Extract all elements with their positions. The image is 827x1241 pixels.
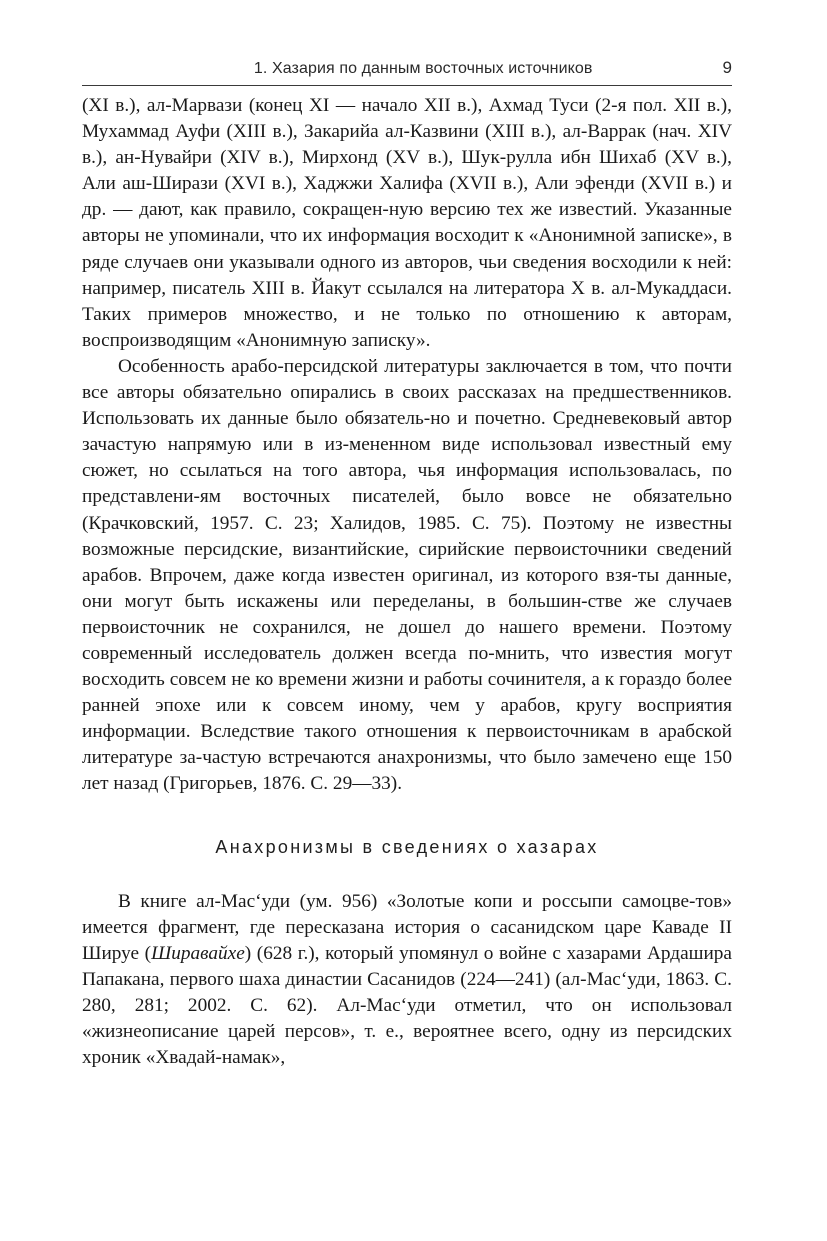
page-number: 9 (722, 58, 732, 77)
book-page (82, 58, 732, 1071)
paragraph-continued: (XI в.), ал-Марвази (конец XI — начало XII в.), Ахмад Туси (2-я пол. XII в.), Мухаммад Ауфи (XIII в.), Закарийа ал-Казвини (XIII в.), ал-Варрак (нач. XIV в.), ан-Нувайри (XIV в.), Мирхонд (XV в.), Шук-рулла ибн Шихаб (XV в.), Али аш-Ширази (XVI в.), Хаджжи Халифа (XVII в.), Али эфенди (XVII в.) и др. — дают, как правило, сокращен-ную версию тех же известий. Указанные авторы не упоминали, что их информация восходит к «Анонимной записке», в ряде случаев они указывали одного из авторов, чьи сведения восходили к ней: например, писатель XIII в. Йакут ссылался на литератора X в. ал-Мукаддаси. Таких примеров множество, и не только по отношению к авторам, воспроизводящим «Анонимную записку». (82, 95, 732, 351)
paragraph-al-masudi (82, 889, 732, 1072)
paragraph-arabo-persian-literature: Особенность арабо-персидской литературы заключается в том, что почти все авторы обязательно опирались в своих рассказах на предшественников. Использовать их данные было обязатель-но и почетно. Средневековый автор зачастую напрямую или в из-мененном виде использовал известный ему сюжет, но ссылаться на того автора, чья информация использовалась, по представлени-ям восточных писателей, было вовсе не обязательно (Крачковский, 1957. С. 23; Халидов, 1985. С. 75). Поэтому не известны возможные персидские, византийские, сирийские первоисточники сведений арабов. Впрочем, даже когда известен оригинал, из которого взя-ты данные, они могут быть искажены или переделаны, в большин-стве же случаев первоисточник не сохранился, не дошел до нашего времени. Поэтому современный исследователь должен всегда по-мнить, что известия могут восходить совсем не ко времени жизни и работы сочинителя, а к гораздо более ранней эпохе или к совсем иному, чем у арабов, кругу восприятия информации. Вследствие такого отношения к первоисточникам в арабской литературе за-частую встречаются анахронизмы, что было замечено еще 150 лет назад (Григорьев, 1876. С. 29—33). (82, 355, 732, 795)
running-header (82, 58, 732, 86)
paragraph-al-masudi-text-end: ) (628 г.), который упомянул о войне с хазарами Ардашира Папакана, первого шаха династии Сасанидов (224—241) (ал-Мас‘уди, 1863. С. 280, 281; 2002. С. 62). Ал-Мас‘уди отметил, что он использовал «жизнеописание царей персов», т. е., вероятнее всего, одну из персидских хроник «Хвадай-намак», (82, 942, 732, 1069)
italic-name-shiravaykhe: Ширавайхе (151, 942, 245, 964)
running-header-title: 1. Хазария по данным восточных источников (253, 60, 593, 77)
section-subheading: Анахронизмы в сведениях о хазарах (215, 836, 599, 857)
body-text (82, 93, 732, 1071)
paragraph-al-masudi-text-start: В книге ал-Мас‘уди (ум. 956) «Золотые копи и россыпи самоцве-тов» имеется фрагмент, где пересказана история о сасанидском царе Каваде II Шируе ( (82, 890, 732, 964)
